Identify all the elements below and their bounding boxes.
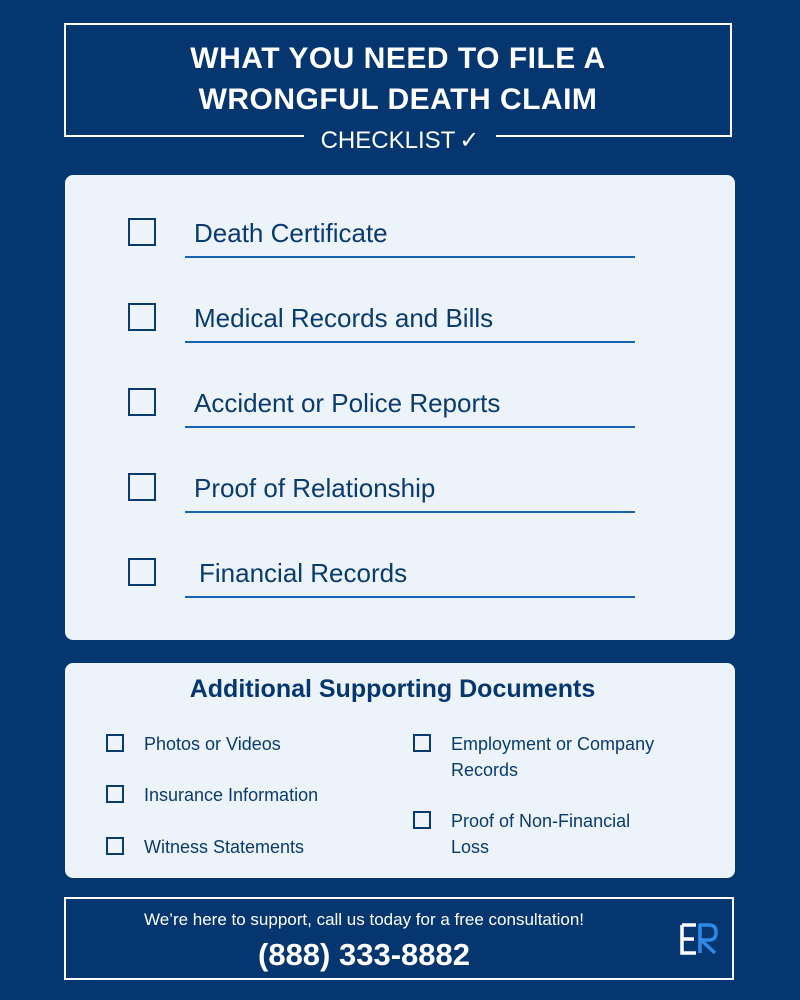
checkbox[interactable] xyxy=(413,734,431,752)
checklist-item-financial-records[interactable] xyxy=(65,515,735,588)
supporting-item-label xyxy=(451,808,630,860)
supporting-item-label: Photos or Videos xyxy=(144,734,281,754)
checklist-item-accident-reports[interactable] xyxy=(65,345,735,418)
checklist-item-label: Financial Records xyxy=(199,558,408,588)
footer-message: We’re here to support, call us today for a free consultation! xyxy=(143,910,585,929)
checklist-subtitle xyxy=(304,124,496,158)
checklist-item-label: Death Certificate xyxy=(194,218,388,248)
checkbox[interactable] xyxy=(413,811,431,829)
supporting-item-label-line-1: Employment or Company xyxy=(451,734,655,754)
checklist-item-underline xyxy=(185,256,635,258)
checklist-item-underline xyxy=(185,341,635,343)
page-title-line-1: WHAT YOU NEED TO FILE A xyxy=(190,42,606,75)
checkbox[interactable] xyxy=(106,837,124,855)
page-title-line-2: WRONGFUL DEATH CLAIM xyxy=(198,83,598,116)
checklist-item-proof-of-relationship[interactable] xyxy=(65,430,735,503)
supporting-item-label xyxy=(451,731,654,783)
supporting-documents-title: Additional Supporting Documents xyxy=(189,675,596,703)
supporting-item-label: Insurance Information xyxy=(144,785,319,805)
checkbox[interactable] xyxy=(128,388,156,416)
page-title xyxy=(64,38,732,120)
checkbox[interactable] xyxy=(128,218,156,246)
checklist-item-label: Proof of Relationship xyxy=(194,473,436,503)
supporting-item-label-line-2: Records xyxy=(451,760,519,780)
phone-number[interactable]: (888) 333-8882 xyxy=(258,937,470,972)
supporting-item-label-line-1: Proof of Non-Financial xyxy=(451,811,631,831)
main-checklist-card xyxy=(65,175,735,640)
checklist-item-death-certificate[interactable] xyxy=(65,175,735,248)
supporting-documents-card xyxy=(65,663,735,878)
supporting-item-label: Witness Statements xyxy=(144,837,305,857)
checklist-item-label: Medical Records and Bills xyxy=(194,303,494,333)
er-logo-icon xyxy=(680,923,718,955)
supporting-item-label-line-2: Loss xyxy=(451,837,490,857)
checkbox[interactable] xyxy=(106,734,124,752)
checkbox[interactable] xyxy=(128,558,156,586)
checklist-item-medical-records[interactable] xyxy=(65,260,735,333)
checklist-item-underline xyxy=(185,511,635,513)
checkbox[interactable] xyxy=(128,303,156,331)
checklist-subtitle-text: CHECKLIST xyxy=(320,127,456,154)
checklist-item-label: Accident or Police Reports xyxy=(194,388,501,418)
checklist-item-underline xyxy=(185,596,635,598)
checkbox[interactable] xyxy=(106,785,124,803)
checkmark-icon: ✓ xyxy=(459,127,480,154)
checklist-item-underline xyxy=(185,426,635,428)
checkbox[interactable] xyxy=(128,473,156,501)
